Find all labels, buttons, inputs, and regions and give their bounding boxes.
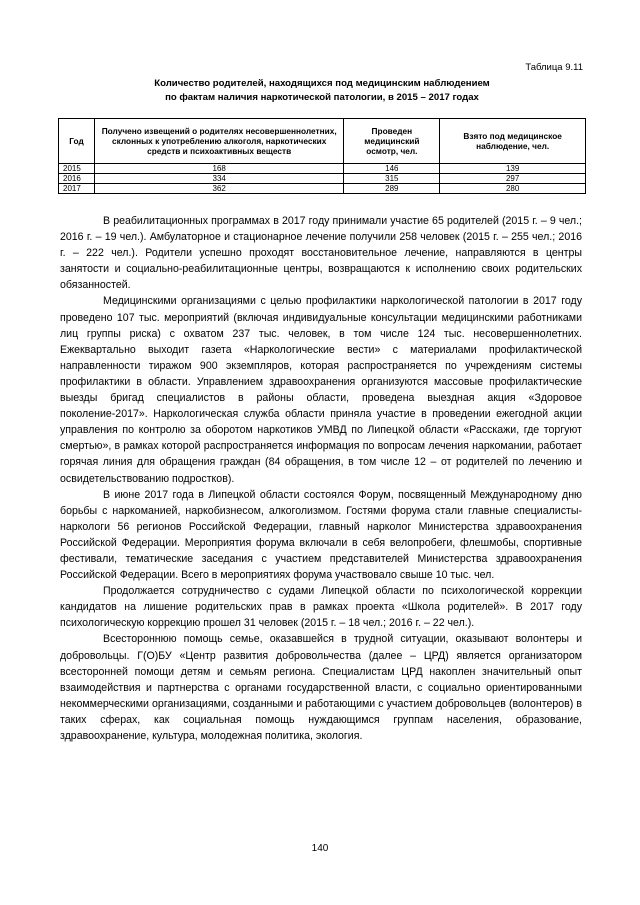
cell-notifications: 362 [94, 184, 343, 194]
paragraph: Медицинскими организациями с целью профилактики наркологической патологии в 2017 году проведено 107 тыс. мероприятий (включая индивидуальные консультации медицинскими работниками лиц группы риска) с охватом 237 тыс. человек, в том числе 124 тыс. несовершеннолетних. Ежеквартально выходит газета «Наркологические вести» с материалами профилактической направленности тиражом 900 экземпляров, которая распространяется по учреждениям системы профилактики в области. Управлением здравоохранения организуются массовые профилактические выезды бригад специалистов в районы области, проведена выездная акция «Здоровое поколение-2017». Наркологическая служба области приняла участие в проведении ежегодной акции управления по контролю за оборотом наркотиков УМВД по Липецкой области «Расскажи, где торгуют смертью», в рамках которой распространяется информация по вопросам лечения наркомании, работает горячая линия для обращения граждан (84 обращения, в том числе 12 – от родителей по лечению и освидетельствованию подростков). [60, 295, 582, 485]
header-notifications: Получено извещений о родителях несовершеннолетних, склонных к употреблению алкоголя, наркотических средств и психоактивных веществ [94, 119, 343, 164]
paragraph: В реабилитационных программах в 2017 году принимали участие 65 родителей (2015 г. – 9 чел.; 2016 г. – 19 чел.). Амбулаторное и стационарное лечение получили 258 человек (2015 г. – 255 чел.; 2016 г. – 222 чел.). Родители успешно проходят восстановительное лечение, направляются в центры занятости и социально-реабилитационные центры, возвращаются к исполнению своих родительских обязанностей. [60, 215, 582, 292]
table-title [60, 77, 584, 105]
header-examined: Проведен медицинский осмотр, чел. [344, 119, 440, 164]
cell-notifications: 168 [94, 164, 343, 174]
cell-notifications: 334 [94, 174, 343, 184]
cell-year: 2015 [59, 164, 95, 174]
table-row [59, 174, 586, 184]
header-year: Год [59, 119, 95, 164]
cell-year: 2017 [59, 184, 95, 194]
cell-observation: 139 [440, 164, 586, 174]
page-number: 140 [311, 843, 329, 854]
cell-examined: 315 [344, 174, 440, 184]
paragraph: Продолжается сотрудничество с судами Липецкой области по психологической коррекции кандидатов на лишение родительских прав в рамках проекта «Школа родителей». В 2017 году психологическую коррекцию прошел 31 человек (2015 г. – 18 чел.; 2016 г. – 22 чел.). [60, 585, 582, 630]
body-text [60, 213, 582, 744]
cell-observation: 297 [440, 174, 586, 184]
table-row [59, 164, 586, 174]
cell-year: 2016 [59, 174, 95, 184]
title-line-2: по фактам наличия наркотической патологии, в 2015 – 2017 годах [165, 92, 479, 103]
title-line-1: Количество родителей, находящихся под медицинским наблюдением [154, 78, 490, 89]
cell-observation: 280 [440, 184, 586, 194]
cell-examined: 289 [344, 184, 440, 194]
paragraph: Всестороннюю помощь семье, оказавшейся в трудной ситуации, оказывают волонтеры и добровольцы. Г(О)БУ «Центр развития добровольчества (далее – ЦРД) является организатором всесторонней помощи детям и семьям региона. Специалистам ЦРД накоплен значительный опыт взаимодействия и партнерства с органами государственной власти, с социально ориентированными некоммерческими организациями, созданными и работающими с участием добровольцев (волонтеров) в таких сферах, как социальная помощь нуждающимся группам населения, образование, здравоохранение, культура, молодежная политика, экология. [60, 633, 582, 742]
table-header-row [59, 119, 586, 164]
paragraph: В июне 2017 года в Липецкой области состоялся Форум, посвященный Международному дню борьбы с наркоманией, наркобизнесом, алкоголизмом. Гостями форума стали главные специалисты-наркологи 56 регионов Российской Федерации, главный нарколог Министерства здравоохранения Российской Федерации. Мероприятия форума включали в себя велопробеги, флешмобы, спортивные фестивали, тематические заседания с участием представителей Министерства здравоохранения Российской Федерации. Всего в мероприятиях форума участвовало свыше 10 тыс. чел. [60, 488, 582, 582]
table-row [59, 184, 586, 194]
table-label: Таблица 9.11 [525, 62, 583, 73]
cell-examined: 146 [344, 164, 440, 174]
data-table [58, 118, 586, 194]
header-observation: Взято под медицинское наблюдение, чел. [440, 119, 586, 164]
